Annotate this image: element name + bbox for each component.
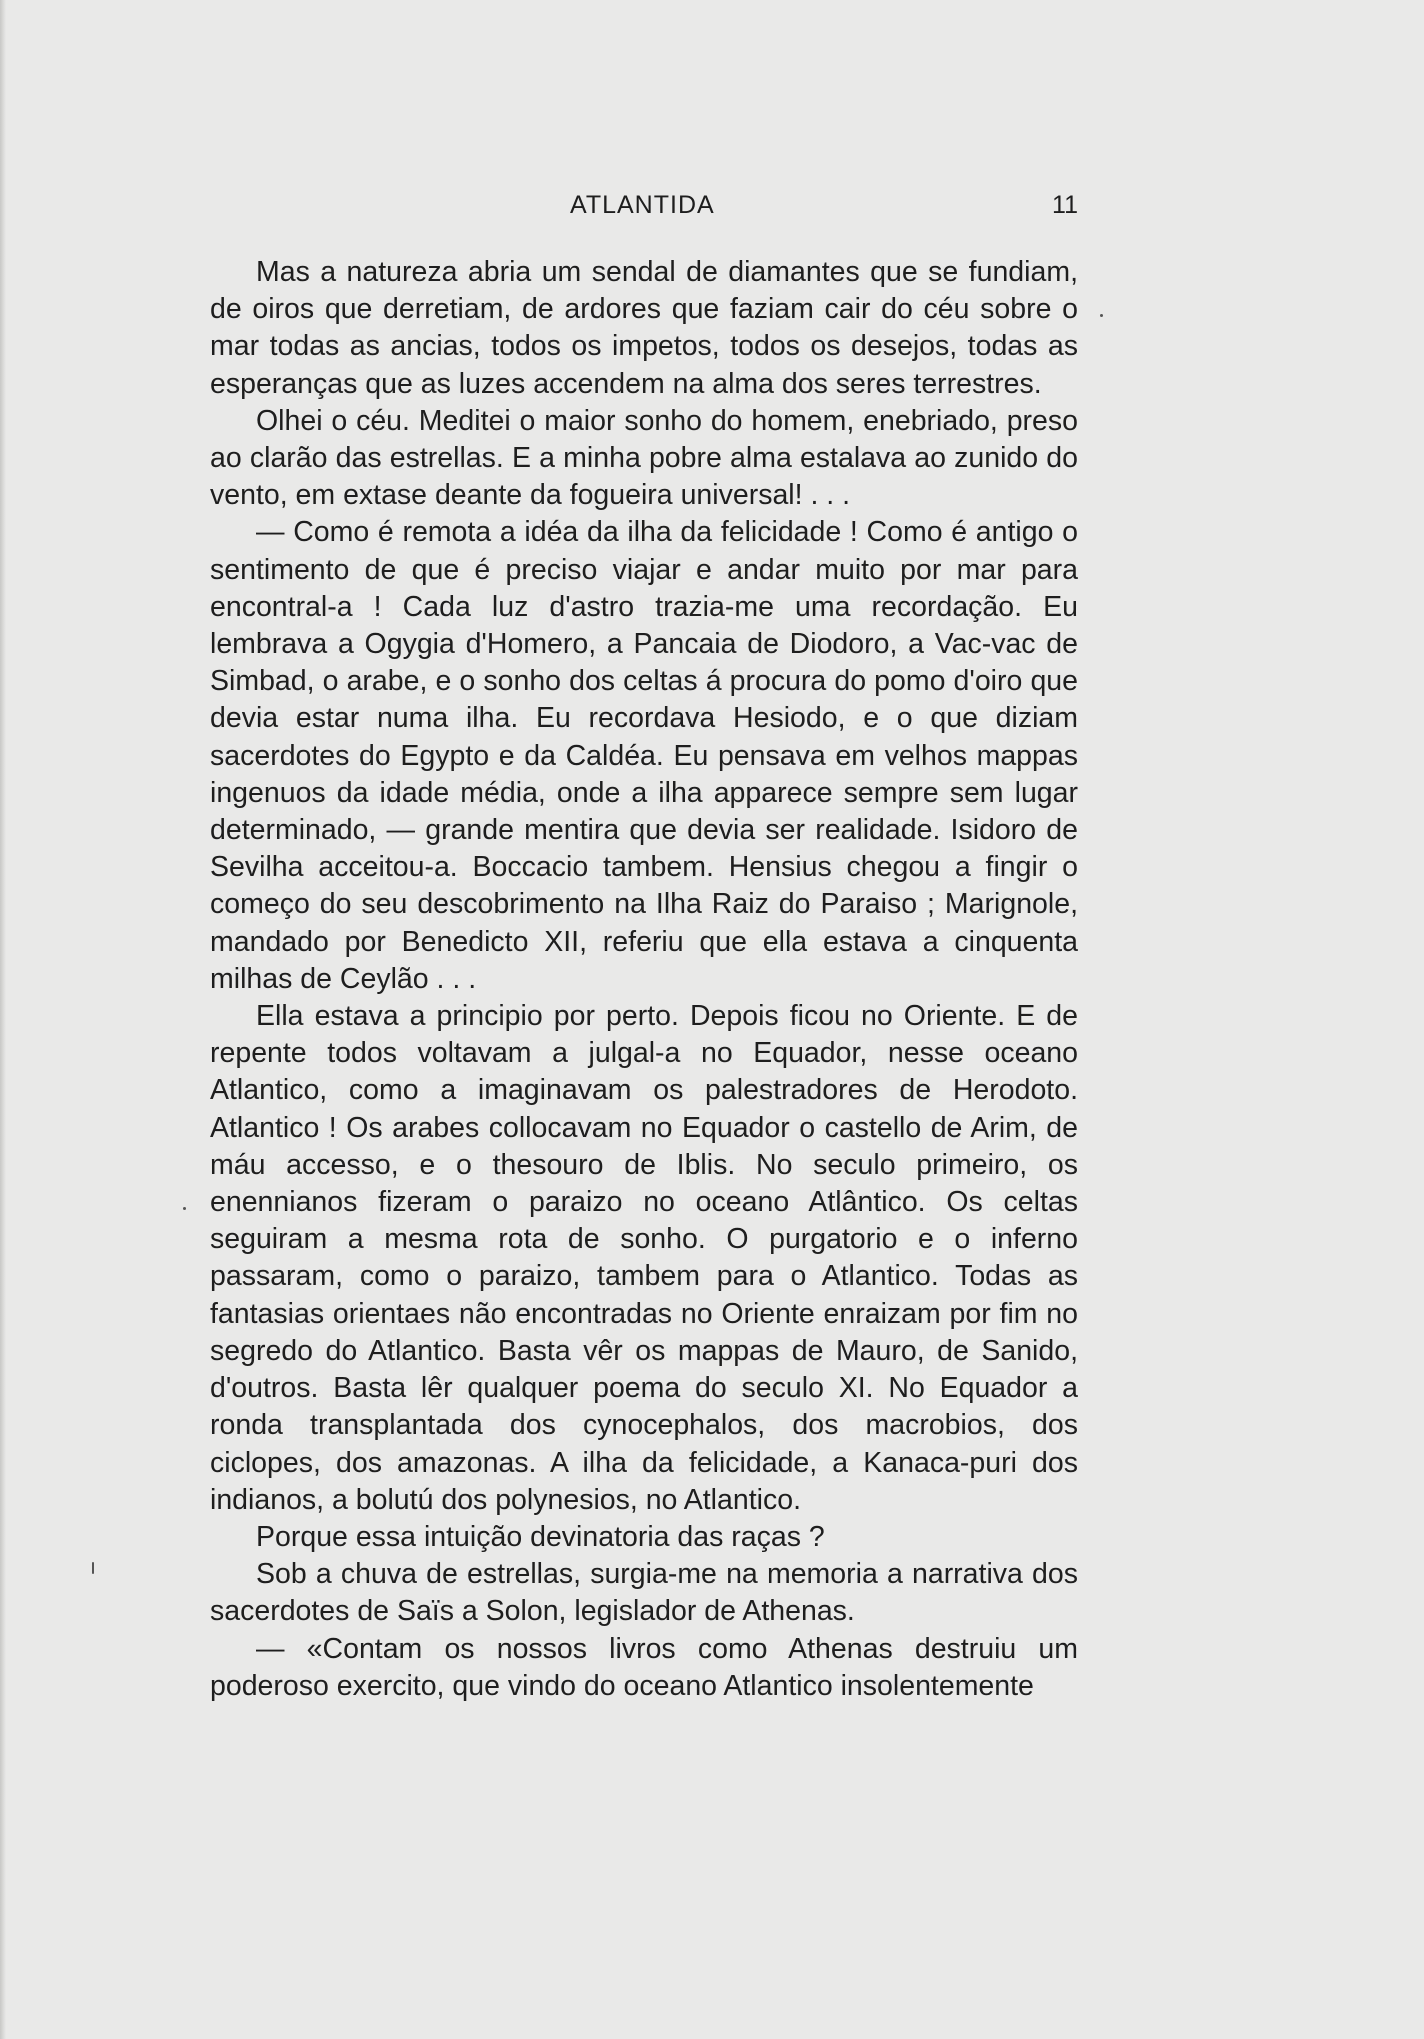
page-number: 11 [1052,191,1078,219]
paragraph: Mas a natureza abria um sendal de diamantes que se fundiam, de oiros que derretiam, de ardores que faziam cair do céu sobre o mar todas as ancias, todos os impetos, todos os desejos, todas as esperanças que as luzes accendem na alma dos seres terrestres. [210,256,1078,400]
running-title: ATLANTIDA [570,191,715,219]
paragraph: Sob a chuva de estrellas, surgia-me na memoria a narrativa dos sacerdotes de Saïs a Solon, legislador de Athenas. [210,1558,1078,1628]
running-header [210,188,1078,222]
paragraph: Porque essa intuição devinatoria das raças ? [256,1520,825,1553]
paragraph: Ella estava a principio por perto. Depois ficou no Oriente. E de repente todos voltavam a julgal-a no Equador, nesse oceano Atlantico, como a imaginavam os palestradores de Herodoto. Atlantico ! Os arabes collocavam no Equador o castello de Arim, de máu accesso, e o thesouro de Iblis. No seculo primeiro, os enennianos fizeram o paraizo no oceano Atlântico. Os celtas seguiram a mesma rota de sonho. O purgatorio e o inferno passaram, como o paraizo, tambem para o Atlantico. Todas as fantasias orientaes não encontradas no Oriente enraizam por fim no segredo do Atlantico. Basta vêr os mappas de Mauro, de Sanido, d'outros. Basta lêr qualquer poema do seculo XI. No Equador a ronda transplantada dos cynocephalos, dos macrobios, dos ciclopes, dos amazonas. A ilha da felicidade, a Kanaca-puri dos indianos, a bolutú dos polynesios, no Atlantico. [210,1000,1078,1516]
body-text [210,254,1078,1705]
paragraph: Olhei o céu. Meditei o maior sonho do homem, enebriado, preso ao clarão das estrellas. E a minha pobre alma estalava ao zunido do vento, em extase deante da fogueira universal! . . . [210,404,1078,512]
paper-speck [183,1207,186,1210]
paragraph: — Como é remota a idéa da ilha da felicidade ! Como é antigo o sentimento de que é preciso viajar e andar muito por mar para encontral-a ! Cada luz d'astro trazia-me uma recordação. Eu lembrava a Ogygia d'Homero, a Pancaia de Diodoro, a Vac-vac de Simbad, o arabe, e o sonho dos celtas á procura do pomo d'oiro que devia estar numa ilha. Eu recordava Hesiodo, e o que diziam sacerdotes do Egypto e da Caldéa. Eu pensava em velhos mappas ingenuos da idade média, onde a ilha apparece sempre sem lugar determinado, — grande mentira que devia ser realidade. Isidoro de Sevilha acceitou-a. Boccacio tambem. Hensius chegou a fingir o começo do seu descobrimento na Ilha Raiz do Paraiso ; Marignole, mandado por Benedicto XII, referiu que ella estava a cinquenta milhas de Ceylão . . . [210,516,1078,995]
paragraph: — «Contam os nossos livros como Athenas destruiu um poderoso exercito, que vindo do oceano Atlantico insolentemente [210,1632,1078,1702]
paper-speck [92,1562,94,1574]
paper-speck [1100,314,1103,317]
